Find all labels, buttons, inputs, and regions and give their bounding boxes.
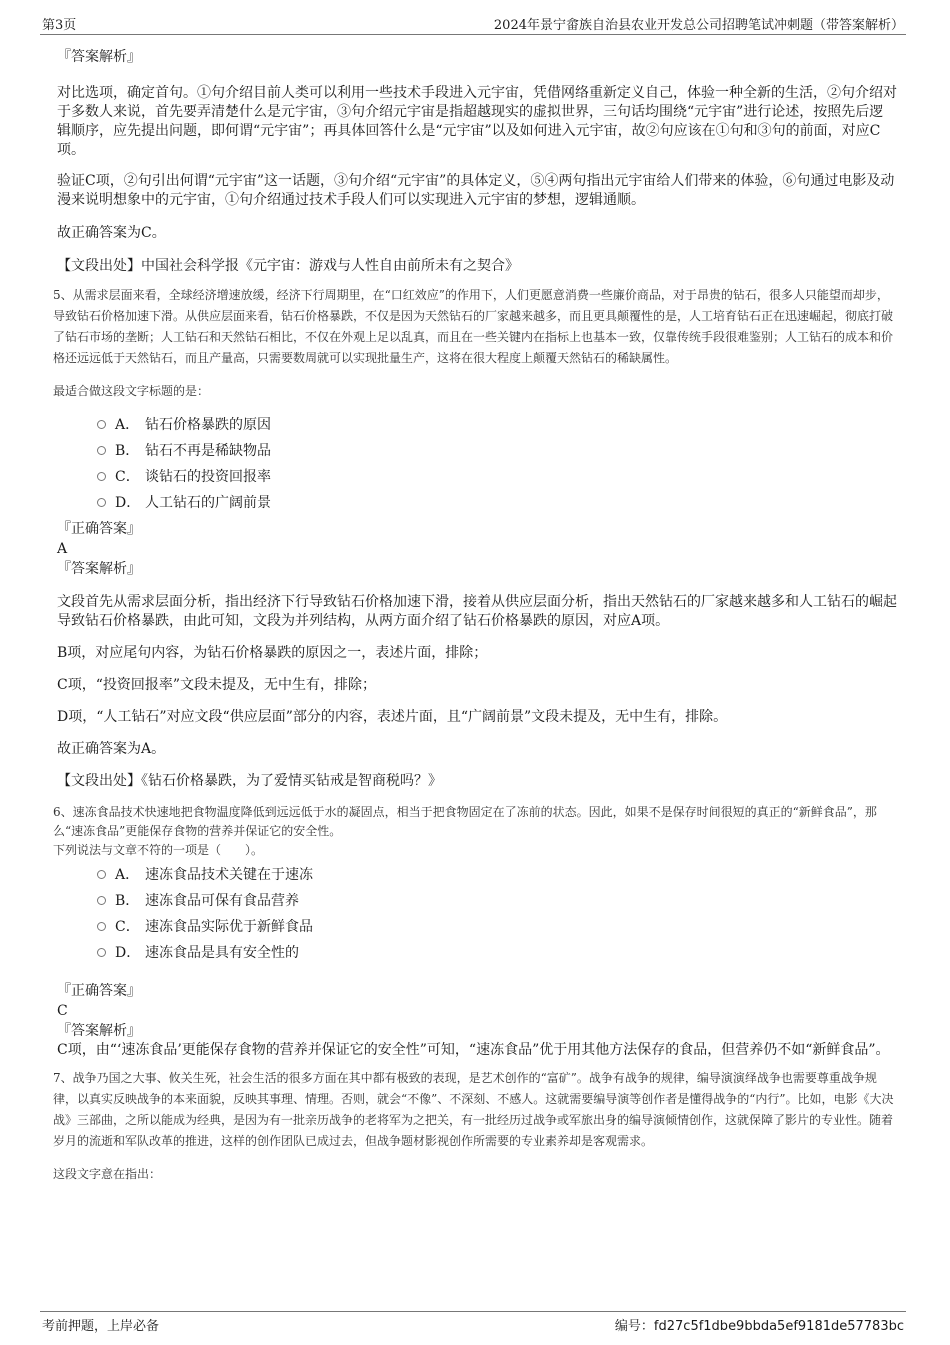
option-letter: A．: [115, 867, 140, 883]
q6-option-d[interactable]: [57, 940, 897, 966]
option-letter: D．: [115, 945, 141, 961]
option-text: 速冻食品可保有食品营养: [145, 893, 299, 909]
q5-analysis-p1: 文段首先从需求层面分析，指出经济下行导致钻石价格加速下滑，接着从供应层面分析，指出天然钻石的厂家越来越多和人工钻石的崛起导致钻石价格暴跌，由此可知，文段为并列结构，从两方面介绍了钻石价格暴跌的原因，对应A项。: [57, 594, 897, 629]
q5-options: [57, 412, 897, 516]
footer-slogan: 考前押题，上岸必备: [42, 1319, 160, 1334]
option-letter: B．: [115, 443, 140, 459]
q4-analysis-p2: 验证C项，②句引出何谓“元宇宙”这一话题，③句介绍“元宇宙”的具体定义，⑤④两句指出元宇宙给人们带来的体验，⑥句通过电影及动漫来说明想象中的元宇宙，①句介绍通过技术手段人们可以实现进入元宇宙的梦想，逻辑通顺。: [57, 173, 895, 208]
page-number: 第3页: [42, 18, 77, 33]
radio-icon[interactable]: [97, 420, 106, 429]
q5-analysis-p2: B项，对应尾句内容，为钻石价格暴跌的原因之一，表述片面，排除；: [57, 645, 488, 661]
footer-code-label: 编号：: [614, 1319, 654, 1334]
page-header: [40, 12, 906, 35]
q6-answer-label: 『正确答案』: [57, 983, 141, 999]
q4-conclusion: 故正确答案为C。: [57, 225, 166, 241]
q5-question: 最适合做这段文字标题的是：: [53, 384, 210, 398]
page-footer: [40, 1311, 906, 1336]
q4-analysis-p1: 对比选项，确定首句。①句介绍目前人类可以利用一些技术手段进入元宇宙，凭借网络重新定义自己，体验一种全新的生活，②句介绍对于多数人来说，首先要弄清楚什么是元宇宙，③句介绍元宇宙是指超越现实的虚拟世界，三句话均围绕“元宇宙”进行论述，按照先后逻辑顺序，应先提出问题，即何谓“元宇宙”；再具体回答什么是“元宇宙”以及如何进入元宇宙，故②句应该在①句和③句的前面，对应C项。: [57, 85, 897, 158]
option-letter: D．: [115, 495, 141, 511]
footer-code-value: fd27c5f1dbe9bbda5ef9181de57783bc: [653, 1319, 904, 1334]
q6-options: [57, 862, 897, 966]
footer-code: [615, 1315, 904, 1334]
radio-icon[interactable]: [97, 948, 106, 957]
option-text: 钻石价格暴跌的原因: [145, 417, 271, 433]
radio-icon[interactable]: [97, 472, 106, 481]
option-letter: C．: [115, 469, 140, 485]
page-content: [53, 44, 897, 1185]
q4-analysis-label: 『答案解析』: [57, 49, 141, 65]
q5-option-b[interactable]: [57, 438, 897, 464]
q5-analysis-label: 『答案解析』: [57, 561, 141, 577]
document-title: 2024年景宁畲族自治县农业开发总公司招聘笔试冲刺题（带答案解析）: [493, 18, 904, 33]
radio-icon[interactable]: [97, 446, 106, 455]
q5-source: 【文段出处】《钻石价格暴跌，为了爱情买钻戒是智商税吗？》: [57, 773, 442, 789]
radio-icon[interactable]: [97, 896, 106, 905]
q6-option-b[interactable]: [57, 888, 897, 914]
q6-analysis-label: 『答案解析』: [57, 1023, 141, 1039]
q5-answer-label: 『正确答案』: [57, 521, 141, 537]
q6-question: 下列说法与文章不符的一项是（ ）。: [53, 843, 264, 857]
q6-option-a[interactable]: [57, 862, 897, 888]
radio-icon[interactable]: [97, 498, 106, 507]
q7-question: 这段文字意在指出：: [53, 1167, 162, 1181]
option-text: 速冻食品技术关键在于速冻: [145, 867, 313, 883]
q5-option-a[interactable]: [57, 412, 897, 438]
option-letter: C．: [115, 919, 140, 935]
option-text: 速冻食品实际优于新鲜食品: [145, 919, 313, 935]
q5-option-c[interactable]: [57, 464, 897, 490]
option-text: 谈钻石的投资回报率: [145, 469, 271, 485]
q6-analysis-p1: C项，由“‘速冻食品’更能保存食物的营养并保证它的安全性”可知，“速冻食品”优于用其他方法保存的食品，但营养仍不如“新鲜食品”。: [57, 1042, 890, 1058]
q6-option-c[interactable]: [57, 914, 897, 940]
q7-stem: 7、战争乃国之大事、攸关生死，社会生活的很多方面在其中都有极致的表现，是艺术创作的“富矿”。战争有战争的规律，编导演演绎战争也需要尊重战争规律，以真实反映战争的本来面貌，反映其事理、情理。否则，就会“不像”、不深刻、不感人。这就需要编导演等创作者是懂得战争的“内行”。比如，电影《大决战》三部曲，之所以能成为经典，是因为有一批亲历战争的老将军为之把关，有一批经历过战争或军旅出身的编导演倾情创作，这就保障了影片的专业性。随着岁月的流逝和军队改革的推进，这样的创作团队已成过去，但战争题材影视创作所需要的专业素养却是客观需求。: [53, 1071, 894, 1148]
radio-icon[interactable]: [97, 870, 106, 879]
q5-conclusion: 故正确答案为A。: [57, 741, 166, 757]
q5-option-d[interactable]: [57, 490, 897, 516]
q5-stem: 5、从需求层面来看，全球经济增速放缓，经济下行周期里，在“口红效应”的作用下，人们更愿意消费一些廉价商品，对于昂贵的钻石，很多人只能望而却步，导致钻石价格加速下滑。从供应层面来看，钻石价格暴跌，不仅是因为天然钻石的厂家越来越多，而且更具颠覆性的是，人工培育钻石正在迅速崛起，彻底打破了钻石市场的垄断；人工钻石和天然钻石相比，不仅在外观上足以乱真，而且在一些关键内在指标上也基本一致，仅靠传统手段很难鉴别；人工钻石的成本和价格还远远低于天然钻石，而且产量高，只需要数周就可以实现批量生产，这将在很大程度上颠覆天然钻石的稀缺属性。: [53, 288, 894, 365]
q5-analysis-p3: C项，“投资回报率”文段未提及，无中生有，排除；: [57, 677, 377, 693]
option-text: 人工钻石的广阔前景: [145, 495, 271, 511]
q4-source: 【文段出处】中国社会科学报《元宇宙：游戏与人性自由前所未有之契合》: [57, 258, 519, 274]
radio-icon[interactable]: [97, 922, 106, 931]
option-letter: B．: [115, 893, 140, 909]
q5-analysis-p4: D项，“人工钻石”对应文段“供应层面”部分的内容，表述片面，且“广阔前景”文段未提及，无中生有，排除。: [57, 709, 728, 725]
option-text: 钻石不再是稀缺物品: [145, 443, 271, 459]
q5-answer: A: [57, 541, 68, 557]
option-letter: A．: [115, 417, 140, 433]
q6-answer: C: [57, 1003, 68, 1019]
option-text: 速冻食品是具有安全性的: [145, 945, 299, 961]
q6-stem: 6、速冻食品技术快速地把食物温度降低到远远低于水的凝固点，相当于把食物固定在了冻前的状态。因此，如果不是保存时间很短的真正的“新鲜食品”，那么“速冻食品”更能保存食物的营养并保证它的安全性。: [53, 805, 877, 838]
